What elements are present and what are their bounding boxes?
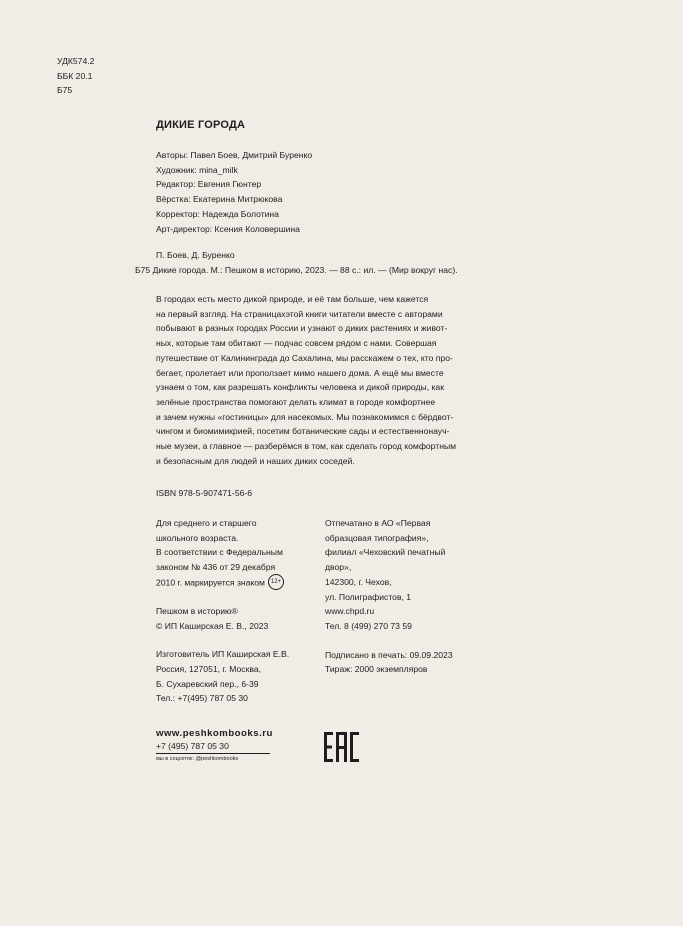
publisher-website: www.peshkombooks.ru (156, 728, 273, 739)
book-title: ДИКИЕ ГОРОДА (156, 119, 246, 131)
description-line: бегает, пролетает или проползает мимо нашего дома. А ещё мы вместе (156, 367, 444, 378)
description-line: чингом и биомимикрией, посетим ботанические сады и естественнонауч- (156, 426, 450, 437)
publisher-line: © ИП Каширская Е. В., 2023 (156, 620, 269, 631)
credit-line: Корректор: Надежда Болотина (156, 208, 279, 219)
printer-line: Отпечатано в АО «Первая (325, 518, 431, 528)
udk-code: УДК574.2 (57, 56, 95, 66)
credits-list (156, 148, 312, 236)
description (156, 292, 456, 468)
description-line: ные музеи, а главное — разберёмся в том, как сделать город комфортным (156, 441, 457, 452)
printer-line: 142300, г. Чехов, (325, 576, 392, 587)
description-line: В городах есть место дикой природе, и её там больше, чем кажется (156, 294, 429, 304)
description-line: зелёные пространства помогают делать климат в городе комфортнее (156, 396, 436, 407)
credit-line: Вёрстка: Екатерина Митрюкова (156, 194, 283, 205)
manufacturer-line: Россия, 127051, г. Москва, (156, 663, 261, 674)
credit-line: Авторы: Павел Боев, Дмитрий Буренко (156, 150, 313, 160)
printer-line: филиал «Чеховский печатный (325, 547, 446, 558)
manufacturer-line: Изготовитель ИП Каширская Е.В. (156, 649, 290, 660)
age-line: В соответствии с Федеральным (156, 547, 283, 558)
printer-line: двор», (325, 562, 352, 573)
manufacturer-line: Б. Сухаревский пер., 6-39 (156, 678, 259, 689)
credit-line: Художник: mina_milk (156, 164, 238, 175)
age-line: школьного возраста. (156, 532, 239, 543)
biblio-text: Дикие города. М.: Пешком в историю, 2023. — 88 с.: ил. — (Мир вокруг нас). (152, 265, 458, 275)
isbn: ISBN 978-5-907471-56-6 (156, 488, 253, 498)
print-date: Подписано в печать: 09.09.2023 (325, 649, 453, 660)
description-line: путешествие от Калининграда до Сахалина, мы расскажем о тех, кто про- (156, 352, 453, 363)
description-line: и зачем нужны «гостиницы» для насекомых. Мы познакомимся с бёрдвот- (156, 411, 454, 422)
eac-icon (324, 732, 360, 767)
age-mark-text: 2010 г. маркируется знаком (156, 577, 265, 588)
publisher-phone: +7 (495) 787 05 30 (156, 740, 270, 754)
printer-website: www.chpd.ru (325, 606, 375, 617)
classification-codes (57, 54, 94, 98)
age-rating-badge: 12+ (268, 574, 284, 590)
description-line: на первый взгляд. На страницахэтой книги читатели вместе с авторами (156, 308, 443, 319)
description-line: узнаем о том, как разрешать конфликты человека и дикой природы, как (156, 382, 444, 393)
biblio-code: Б75 (135, 265, 151, 275)
age-line: законом № 436 от 29 декабря (156, 562, 276, 573)
credit-line: Редактор: Евгения Гюнтер (156, 179, 262, 190)
bbk-code: ББК 20.1 (57, 70, 93, 81)
credit-line: Арт-директор: Ксения Коловершина (156, 223, 300, 234)
author-mark: Б75 (57, 85, 73, 95)
social-handle: мы в соцсетях: @peshkombooks (156, 756, 239, 762)
biblio-authors: П. Боев, Д. Буренко (156, 250, 235, 260)
description-line: и безопасным для людей и наших диких соседей. (156, 455, 355, 466)
left-column (156, 516, 289, 706)
right-column (325, 516, 453, 677)
biblio-record (135, 263, 458, 278)
manufacturer-line: Тел.: +7(495) 787 05 30 (156, 693, 248, 704)
print-run: Тираж: 2000 экземпляров (325, 664, 428, 675)
age-line: Для среднего и старшего (156, 518, 257, 528)
publisher-line: Пешком в историю® (156, 605, 238, 616)
printer-line: образцовая типография», (325, 532, 429, 543)
publisher-contacts (156, 727, 273, 764)
age-mark-line (156, 575, 289, 591)
description-line: побывают в разных городах России и узнают о диких растениях и живот- (156, 323, 448, 334)
printer-phone: Тел. 8 (499) 270 73 59 (325, 620, 412, 631)
description-line: ных, которые там обитают — подчас совсем рядом с нами. Совершая (156, 338, 437, 349)
printer-line: ул. Полиграфистов, 1 (325, 591, 412, 602)
